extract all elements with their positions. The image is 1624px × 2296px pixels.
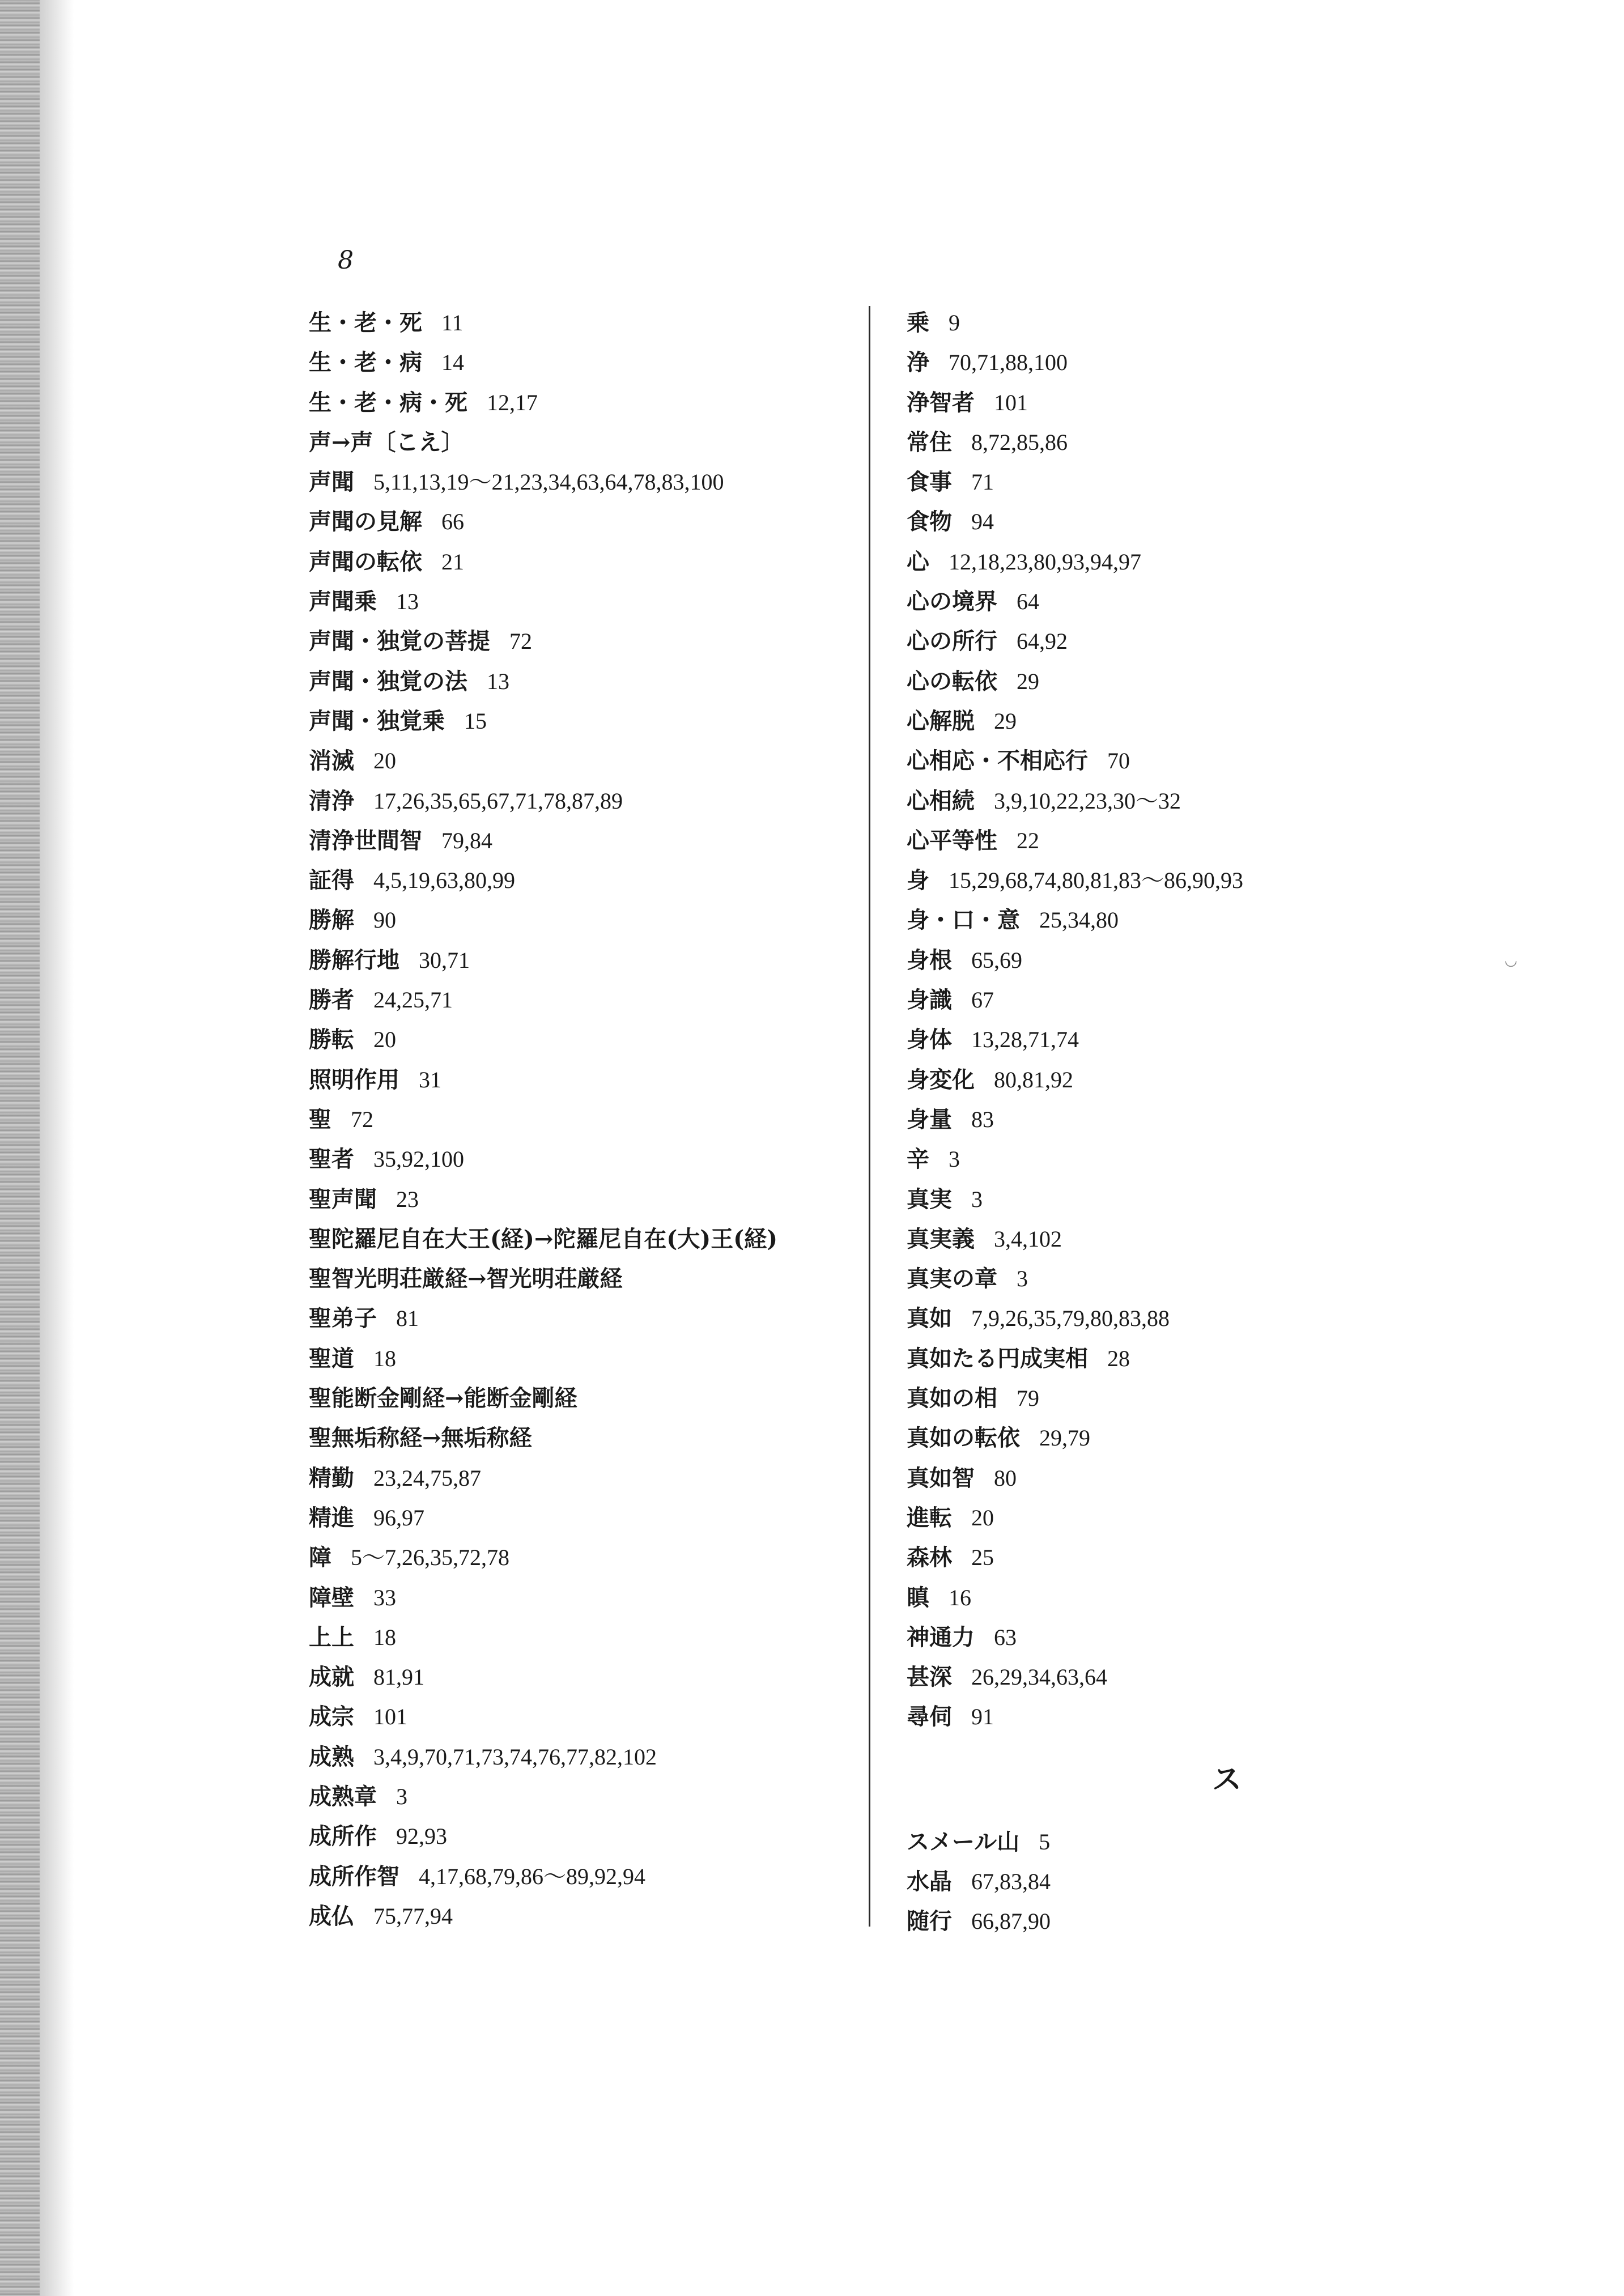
index-entry (907, 462, 1445, 502)
index-entry (907, 1339, 1445, 1379)
index-entry (309, 1777, 847, 1817)
index-pages: 96,97 (373, 1504, 424, 1530)
index-term: 聖者 (309, 1146, 354, 1173)
index-entry (907, 542, 1445, 582)
index-entry (309, 423, 847, 462)
index-pages: 101 (994, 389, 1028, 415)
index-entry (309, 502, 847, 542)
index-entry (907, 1657, 1445, 1697)
index-entry (907, 980, 1445, 1020)
index-pages: 26,29,34,63,64 (971, 1664, 1107, 1690)
index-pages: 3,4,9,70,71,73,74,76,77,82,102 (373, 1744, 657, 1770)
index-term: 瞋 (907, 1584, 929, 1611)
index-entry (309, 1578, 847, 1618)
index-entry (309, 1459, 847, 1498)
index-term: 生・老・病・死 (309, 389, 467, 416)
index-pages: 91 (971, 1704, 994, 1730)
scan-binding-shadow (40, 0, 74, 2296)
index-term: 甚深 (907, 1664, 952, 1691)
index-entry (907, 1259, 1445, 1299)
index-term: 成所作 (309, 1823, 377, 1850)
index-entry (309, 1299, 847, 1338)
index-term: 心の転依 (907, 667, 997, 695)
index-term: 勝転 (309, 1026, 354, 1053)
index-pages: 3,9,10,22,23,30～32 (994, 788, 1181, 814)
index-entry (309, 1817, 847, 1856)
index-entry (907, 1902, 1445, 1941)
index-term: 心の所行 (907, 628, 997, 655)
index-pages: 29,79 (1039, 1425, 1090, 1451)
index-entry (309, 1737, 847, 1777)
index-entry (907, 1020, 1445, 1060)
index-pages: 33 (373, 1584, 396, 1610)
index-entry (907, 383, 1445, 423)
index-pages: 31 (419, 1066, 441, 1092)
index-entry (907, 1060, 1445, 1100)
index-entry (907, 1180, 1445, 1219)
index-term: 証得 (309, 867, 354, 894)
index-pages: 29 (1017, 668, 1039, 694)
index-pages: 101 (373, 1704, 407, 1730)
index-term: 声→声〔こえ〕 (309, 428, 464, 456)
index-pages: 23,24,75,87 (373, 1465, 481, 1491)
index-term: 聖道 (309, 1345, 354, 1372)
index-pages: 18 (373, 1345, 396, 1371)
index-entry (309, 542, 847, 582)
index-entry (309, 1060, 847, 1100)
index-entry (309, 383, 847, 423)
index-entry (309, 462, 847, 502)
index-entry (907, 741, 1445, 781)
index-pages: 15,29,68,74,80,81,83～86,90,93 (949, 868, 1243, 894)
index-pages: 67,83,84 (971, 1868, 1051, 1894)
index-pages: 25,34,80 (1039, 907, 1119, 933)
index-entry (907, 502, 1445, 542)
index-term: 心相応・不相応行 (907, 747, 1088, 775)
index-term: 食物 (907, 508, 952, 535)
index-pages: 70 (1107, 748, 1130, 774)
index-term: 成熟 (309, 1743, 354, 1770)
index-pages: 23 (396, 1186, 419, 1212)
index-term: 声聞の見解 (309, 508, 422, 535)
index-term: 心相続 (907, 787, 975, 814)
index-term: 心平等性 (907, 827, 997, 854)
index-term: 身・口・意 (907, 907, 1020, 934)
index-pages: 13 (396, 589, 419, 615)
index-entry (309, 1618, 847, 1657)
index-pages: 66,87,90 (971, 1908, 1051, 1934)
index-term: 身 (907, 867, 929, 894)
index-entry (309, 1140, 847, 1179)
index-pages: 4,5,19,63,80,99 (373, 868, 515, 894)
scan-binding-edge (0, 0, 40, 2296)
index-term: 聖能断金剛経→能断金剛経 (309, 1385, 577, 1412)
index-term: 神通力 (907, 1623, 975, 1651)
index-pages: 3,4,102 (994, 1226, 1062, 1252)
index-entry (309, 1100, 847, 1140)
column-divider (869, 306, 870, 1927)
index-pages: 20 (373, 1027, 396, 1053)
index-term: 声聞乗 (309, 588, 377, 615)
index-entry (309, 1379, 847, 1418)
index-term: 上上 (309, 1623, 354, 1651)
index-pages: 81,91 (373, 1664, 424, 1690)
index-pages: 25 (971, 1545, 994, 1571)
index-entry (907, 343, 1445, 382)
index-term: 森林 (907, 1544, 952, 1571)
index-term: 声聞・独覚の法 (309, 667, 467, 695)
index-term: 随行 (907, 1908, 952, 1935)
index-term: 尋伺 (907, 1703, 952, 1730)
index-term: 声聞・独覚の菩提 (309, 628, 490, 655)
index-entry (907, 701, 1445, 741)
index-term: 勝者 (309, 987, 354, 1014)
index-term: 勝解行地 (309, 946, 399, 973)
index-entry (309, 1697, 847, 1737)
index-term: 辛 (907, 1146, 929, 1173)
index-pages: 29 (994, 708, 1017, 734)
index-pages: 16 (949, 1584, 971, 1610)
index-entry (907, 1538, 1445, 1578)
index-entry (907, 1697, 1445, 1737)
scan-margin-mark: ◡ (1504, 952, 1517, 969)
right-entries (907, 303, 1445, 1737)
index-entry (309, 1657, 847, 1697)
index-term: 消滅 (309, 747, 354, 775)
index-entry (309, 343, 847, 382)
index-entry (907, 303, 1445, 343)
index-term: 成熟章 (309, 1783, 377, 1810)
index-pages: 94 (971, 509, 994, 535)
index-entry (309, 1219, 847, 1259)
index-pages: 22 (1017, 827, 1039, 853)
index-pages: 64 (1017, 589, 1039, 615)
index-entry (907, 1418, 1445, 1458)
index-entry (907, 1459, 1445, 1498)
index-term: 聖智光明荘厳経→智光明荘厳経 (309, 1265, 623, 1292)
index-entry (907, 423, 1445, 462)
index-term: 水晶 (907, 1868, 952, 1895)
index-term: 真如の相 (907, 1385, 997, 1412)
index-term: 身識 (907, 987, 952, 1014)
index-pages: 66 (441, 509, 464, 535)
index-pages: 3 (396, 1783, 407, 1809)
index-entry (907, 1299, 1445, 1338)
index-term: 真如智 (907, 1464, 975, 1491)
index-term: 勝解 (309, 907, 354, 934)
index-pages: 11 (441, 310, 464, 335)
index-pages: 30,71 (419, 947, 470, 973)
index-entry (309, 821, 847, 861)
index-term: 成仏 (309, 1902, 354, 1929)
index-term: 精勤 (309, 1464, 354, 1491)
index-term: 声聞・独覚乗 (309, 707, 445, 734)
index-pages: 15 (464, 708, 487, 734)
index-term: スメール山 (907, 1828, 1020, 1855)
index-entry (907, 1219, 1445, 1259)
index-entry (309, 1020, 847, 1060)
index-entry (309, 861, 847, 900)
index-entry (907, 861, 1445, 900)
index-pages: 79 (1017, 1385, 1039, 1411)
index-pages: 67 (971, 987, 994, 1013)
index-entry (309, 582, 847, 622)
index-term: 常住 (907, 428, 952, 456)
index-term: 清浄 (309, 787, 354, 814)
index-pages: 80 (994, 1465, 1017, 1491)
index-entry (309, 701, 847, 741)
index-pages: 5～7,26,35,72,78 (351, 1545, 509, 1571)
index-term: 成宗 (309, 1703, 354, 1730)
index-term: 真実の章 (907, 1265, 997, 1292)
index-term: 声聞の転依 (309, 548, 422, 575)
index-pages: 28 (1107, 1345, 1130, 1371)
index-term: 生・老・病 (309, 349, 422, 376)
index-entry (907, 1822, 1445, 1862)
index-pages: 14 (441, 350, 464, 376)
index-term: 心 (907, 548, 929, 575)
index-pages: 5,11,13,19～21,23,34,63,64,78,83,100 (373, 469, 724, 495)
index-entry (907, 941, 1445, 980)
index-entry (309, 741, 847, 781)
index-term: 聖 (309, 1106, 331, 1133)
index-pages: 35,92,100 (373, 1146, 464, 1172)
index-pages: 12,17 (487, 389, 538, 415)
index-pages: 63 (994, 1624, 1017, 1650)
index-pages: 4,17,68,79,86～89,92,94 (419, 1863, 645, 1889)
index-term: 真実義 (907, 1225, 975, 1252)
index-entry (309, 622, 847, 661)
index-entry (907, 1379, 1445, 1418)
index-entry (309, 303, 847, 343)
index-term: 浄 (907, 349, 929, 376)
index-term: 身体 (907, 1026, 952, 1053)
index-pages: 3 (949, 1146, 960, 1172)
index-term: 障 (309, 1544, 331, 1571)
index-pages: 17,26,35,65,67,71,78,87,89 (373, 788, 623, 814)
index-entry (309, 1857, 847, 1897)
index-term: 成就 (309, 1664, 354, 1691)
index-entry (907, 1140, 1445, 1179)
index-pages: 83 (971, 1106, 994, 1132)
index-pages: 64,92 (1017, 628, 1068, 654)
index-entry (309, 781, 847, 821)
index-term: 心解脱 (907, 707, 975, 734)
index-term: 乗 (907, 309, 929, 336)
index-term: 真如の転依 (907, 1425, 1020, 1452)
index-term: 真実 (907, 1185, 952, 1213)
index-term: 浄智者 (907, 389, 975, 416)
index-pages: 75,77,94 (373, 1903, 453, 1929)
index-entry (907, 1498, 1445, 1538)
index-term: 生・老・死 (309, 309, 422, 336)
index-pages: 70,71,88,100 (949, 350, 1068, 376)
index-pages: 80,81,92 (994, 1066, 1073, 1092)
index-pages: 12,18,23,80,93,94,97 (949, 549, 1141, 575)
index-entry (309, 1538, 847, 1578)
index-pages: 3 (1017, 1266, 1028, 1292)
index-entry (907, 1618, 1445, 1657)
index-pages: 72 (351, 1106, 373, 1132)
section-heading-su: ス (1211, 1762, 1242, 1797)
index-entry (907, 582, 1445, 622)
index-column-left (309, 303, 847, 1936)
index-term: 心の境界 (907, 588, 997, 615)
index-term: 聖弟子 (309, 1305, 377, 1332)
index-pages: 90 (373, 907, 396, 933)
index-entry (907, 1862, 1445, 1902)
section-su-entries (907, 1822, 1445, 1942)
index-pages: 20 (373, 748, 396, 774)
index-entry (907, 1578, 1445, 1618)
index-term: 障壁 (309, 1584, 354, 1611)
index-pages: 9 (949, 310, 960, 335)
index-pages: 65,69 (971, 947, 1022, 973)
index-term: 照明作用 (309, 1066, 399, 1093)
index-pages: 5 (1039, 1829, 1051, 1855)
index-term: 成所作智 (309, 1863, 399, 1890)
index-pages: 13,28,71,74 (971, 1027, 1079, 1053)
index-entry (309, 1259, 847, 1299)
index-pages: 81 (396, 1306, 419, 1332)
index-pages: 71 (971, 469, 994, 495)
index-entry (309, 1339, 847, 1379)
index-entry (907, 781, 1445, 821)
index-entry (907, 662, 1445, 701)
index-entry (309, 941, 847, 980)
index-pages: 79,84 (441, 827, 492, 853)
index-pages: 20 (971, 1504, 994, 1530)
index-pages: 18 (373, 1624, 396, 1650)
index-term: 声聞 (309, 469, 354, 496)
index-pages: 3 (971, 1186, 983, 1212)
index-term: 食事 (907, 469, 952, 496)
index-term: 聖無垢称経→無垢称経 (309, 1425, 532, 1452)
index-pages: 92,93 (396, 1823, 447, 1849)
index-term: 身変化 (907, 1066, 975, 1093)
index-term: 身量 (907, 1106, 952, 1133)
index-pages: 21 (441, 549, 464, 575)
index-entry (309, 662, 847, 701)
page-number: 8 (338, 246, 354, 275)
index-term: 清浄世間智 (309, 827, 422, 854)
index-entry (907, 622, 1445, 661)
index-term: 聖声聞 (309, 1185, 377, 1213)
index-column-right (907, 303, 1445, 1942)
index-term: 精進 (309, 1504, 354, 1531)
index-term: 真如 (907, 1305, 952, 1332)
index-entry (309, 900, 847, 940)
index-pages: 7,9,26,35,79,80,83,88 (971, 1306, 1170, 1332)
index-pages: 8,72,85,86 (971, 429, 1068, 455)
index-entry (309, 1498, 847, 1538)
index-entry (907, 821, 1445, 861)
index-term: 進転 (907, 1504, 952, 1531)
index-term: 身根 (907, 946, 952, 973)
index-entry (907, 1100, 1445, 1140)
index-term: 真如たる円成実相 (907, 1345, 1088, 1372)
index-term: 聖陀羅尼自在大王(経)→陀羅尼自在(大)王(経) (309, 1225, 778, 1252)
index-pages: 72 (509, 628, 532, 654)
index-pages: 24,25,71 (373, 987, 453, 1013)
index-pages: 13 (487, 668, 509, 694)
index-entry (309, 980, 847, 1020)
index-entry (309, 1897, 847, 1936)
index-entry (309, 1180, 847, 1219)
index-entry (309, 1418, 847, 1458)
index-entry (907, 900, 1445, 940)
